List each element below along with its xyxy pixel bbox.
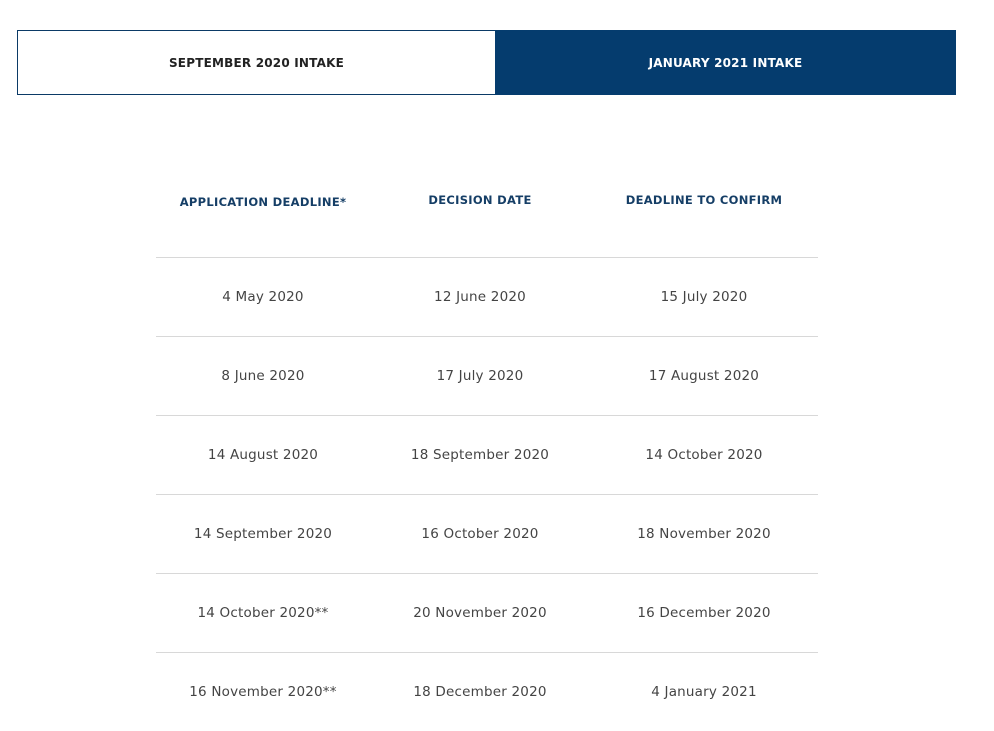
table-header — [156, 145, 818, 258]
application-deadline-cell: 8 June 2020 — [221, 368, 305, 384]
application-deadline-cell: 16 November 2020** — [189, 684, 337, 700]
intake-tabs — [17, 30, 956, 95]
header-deadline-to-confirm: DEADLINE TO CONFIRM — [625, 193, 783, 207]
table-row — [156, 258, 818, 337]
deadline-to-confirm-cell: 17 August 2020 — [648, 368, 760, 384]
table-row — [156, 416, 818, 495]
decision-date-cell: 20 November 2020 — [413, 605, 547, 621]
tab-september-2020-intake[interactable] — [17, 30, 495, 95]
table-row — [156, 653, 818, 731]
table-row — [156, 495, 818, 574]
tab-label: SEPTEMBER 2020 INTAKE — [168, 55, 345, 70]
application-deadline-cell: 14 October 2020** — [197, 605, 329, 621]
decision-date-cell: 16 October 2020 — [421, 526, 539, 542]
decision-date-cell: 18 September 2020 — [410, 447, 550, 463]
deadline-to-confirm-cell: 16 December 2020 — [637, 605, 771, 621]
decision-date-cell: 12 June 2020 — [434, 289, 526, 305]
application-deadline-cell: 4 May 2020 — [222, 289, 304, 305]
deadline-to-confirm-cell: 4 January 2021 — [651, 684, 757, 700]
deadlines-table — [156, 145, 818, 731]
application-deadline-cell: 14 August 2020 — [207, 447, 319, 463]
decision-date-cell: 17 July 2020 — [436, 368, 524, 384]
deadline-to-confirm-cell: 15 July 2020 — [660, 289, 748, 305]
deadline-to-confirm-cell: 14 October 2020 — [645, 447, 763, 463]
application-deadline-cell: 14 September 2020 — [193, 526, 333, 542]
tab-january-2021-intake[interactable] — [495, 30, 956, 95]
tab-label: JANUARY 2021 INTAKE — [648, 55, 803, 70]
header-application-deadline: APPLICATION DEADLINE* — [179, 195, 347, 209]
decision-date-cell: 18 December 2020 — [413, 684, 547, 700]
table-row — [156, 574, 818, 653]
table-row — [156, 337, 818, 416]
header-decision-date: DECISION DATE — [428, 193, 532, 207]
deadline-to-confirm-cell: 18 November 2020 — [637, 526, 771, 542]
